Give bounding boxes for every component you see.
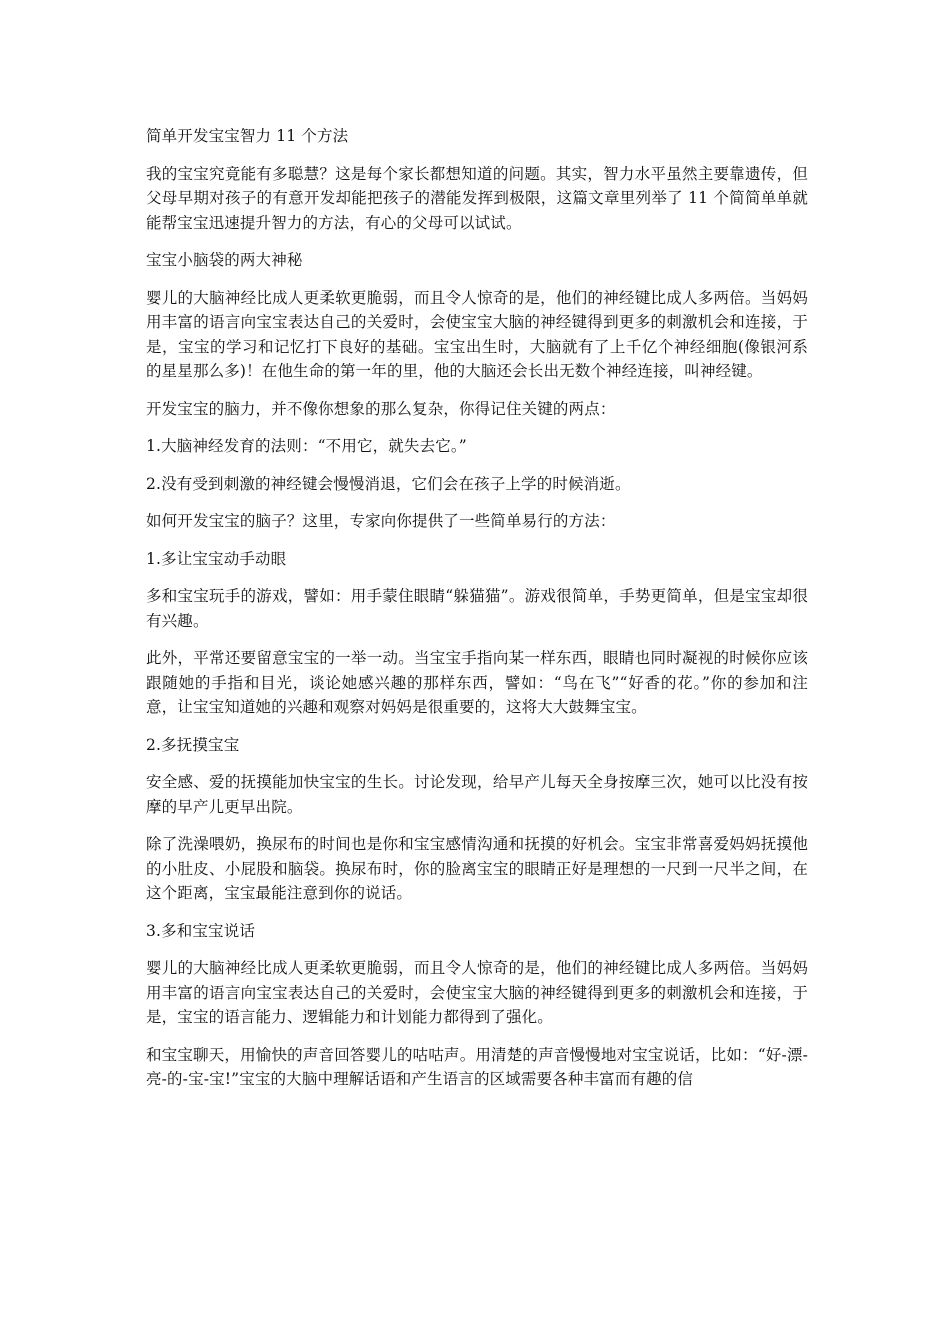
document-page [146, 124, 808, 1105]
body-paragraph: 婴儿的大脑神经比成人更柔软更脆弱，而且令人惊奇的是，他们的神经键比成人多两倍。当妈妈用丰富的语言向宝宝表达自己的关爱时，会使宝宝大脑的神经键得到更多的刺激机会和连接，于是，宝宝的语言能力、逻辑能力和计划能力都得到了强化。 [146, 959, 808, 1026]
body-paragraph: 除了洗澡喂奶，换尿布的时间也是你和宝宝感情沟通和抚摸的好机会。宝宝非常喜爱妈妈抚摸他的小肚皮、小屁股和脑袋。换尿布时，你的脸离宝宝的眼睛正好是理想的一尺到一尺半之间，在这个距离，宝宝最能注意到你的说话。 [146, 835, 808, 902]
body-paragraph: 和宝宝聊天，用愉快的声音回答婴儿的咕咕声。用清楚的声音慢慢地对宝宝说话，比如：“好-漂-亮-的-宝-宝!”宝宝的大脑中理解话语和产生语言的区域需要各种丰富而有趣的信 [146, 1045, 808, 1088]
body-paragraph: 如何开发宝宝的脑子？这里，专家向你提供了一些简单易行的方法： [146, 512, 616, 530]
method-heading: 1.多让宝宝动手动眼 [146, 549, 287, 568]
body-paragraph: 婴儿的大脑神经比成人更柔软更脆弱，而且令人惊奇的是，他们的神经键比成人多两倍。当妈妈用丰富的语言向宝宝表达自己的关爱时，会使宝宝大脑的神经键得到更多的刺激机会和连接，于是，宝宝的学习和记忆打下良好的基础。宝宝出生时，大脑就有了上千亿个神经细胞(像银河系的星星那么多)！在他生命的第一年的里，他的大脑还会长出无数个神经连接，叫神经键。 [146, 288, 808, 380]
list-item: 2.没有受到刺激的神经键会慢慢消退，它们会在孩子上学的时候消逝。 [146, 474, 631, 493]
section-heading: 宝宝小脑袋的两大神秘 [146, 251, 303, 269]
body-paragraph: 安全感、爱的抚摸能加快宝宝的生长。讨论发现，给早产儿每天全身按摩三次，她可以比没有按摩的早产儿更早出院。 [146, 773, 808, 816]
method-heading: 3.多和宝宝说话 [146, 921, 255, 940]
body-paragraph: 多和宝宝玩手的游戏，譬如：用手蒙住眼睛“躲猫猫”。游戏很简单，手势更简单，但是宝宝却很有兴趣。 [146, 587, 808, 630]
method-heading: 2.多抚摸宝宝 [146, 735, 240, 754]
intro-paragraph: 我的宝宝究竟能有多聪慧？这是每个家长都想知道的问题。其实，智力水平虽然主要靠遗传，但父母早期对孩子的有意开发却能把孩子的潜能发挥到极限，这篇文章里列举了 11 个简简单单就能帮宝宝迅速提升智力的方法，有心的父母可以试试。 [146, 164, 808, 232]
document-title: 简单开发宝宝智力 11 个方法 [146, 127, 349, 145]
list-item: 1.大脑神经发育的法则：“不用它，就失去它。” [146, 437, 467, 455]
body-paragraph: 此外，平常还要留意宝宝的一举一动。当宝宝手指向某一样东西，眼睛也同时凝视的时候你应该跟随她的手指和目光，谈论她感兴趣的那样东西，譬如：“鸟在飞”“好香的花。”你的参加和注意，让宝宝知道她的兴趣和观察对妈妈是很重要的，这将大大鼓舞宝宝。 [146, 649, 808, 716]
body-paragraph: 开发宝宝的脑力，并不像你想象的那么复杂，你得记住关键的两点： [146, 399, 616, 418]
